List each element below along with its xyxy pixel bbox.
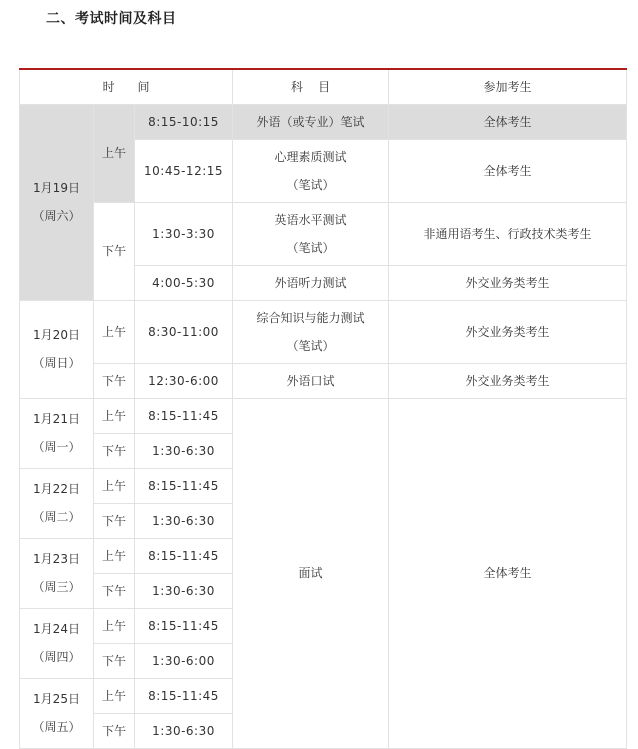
candidates-cell: 外交业务类考生 bbox=[389, 265, 627, 300]
period-am: 上午 bbox=[94, 538, 135, 573]
weekday-label: （周日） bbox=[32, 356, 81, 370]
period-pm: 下午 bbox=[94, 433, 135, 468]
table-row bbox=[20, 300, 627, 363]
candidates-cell: 非通用语考生、行政技术类考生 bbox=[389, 202, 627, 265]
candidates-cell: 全体考生 bbox=[389, 104, 627, 139]
period-am: 上午 bbox=[94, 398, 135, 433]
period-pm: 下午 bbox=[94, 202, 135, 300]
table-row bbox=[20, 398, 627, 433]
period-am: 上午 bbox=[94, 468, 135, 503]
subject-cell: 外语（或专业）笔试 bbox=[233, 104, 389, 139]
period-pm: 下午 bbox=[94, 713, 135, 748]
period-am: 上午 bbox=[94, 104, 135, 202]
interview-candidates-cell: 全体考生 bbox=[389, 398, 627, 748]
exam-schedule-table bbox=[19, 68, 627, 749]
date-label: 1月19日 bbox=[33, 181, 80, 195]
date-label: 1月22日 bbox=[33, 482, 80, 496]
period-pm: 下午 bbox=[94, 643, 135, 678]
period-am: 上午 bbox=[94, 300, 135, 363]
table-row bbox=[20, 202, 627, 265]
time-cell: 1:30-6:30 bbox=[135, 573, 233, 608]
time-cell: 8:15-10:15 bbox=[135, 104, 233, 139]
subject-cell: 外语听力测试 bbox=[233, 265, 389, 300]
time-cell: 12:30-6:00 bbox=[135, 363, 233, 398]
subject-cell: 外语口试 bbox=[233, 363, 389, 398]
date-label: 1月24日 bbox=[33, 622, 80, 636]
header-time: 时 间 bbox=[20, 69, 233, 104]
subject-cell bbox=[233, 300, 389, 363]
time-cell: 1:30-6:30 bbox=[135, 433, 233, 468]
time-cell: 4:00-5:30 bbox=[135, 265, 233, 300]
date-cell bbox=[20, 398, 94, 468]
weekday-label: （周一） bbox=[32, 440, 81, 454]
subject-label: 心理素质测试 bbox=[274, 149, 347, 164]
table-row bbox=[20, 104, 627, 139]
time-cell: 8:15-11:45 bbox=[135, 468, 233, 503]
time-cell: 8:15-11:45 bbox=[135, 678, 233, 713]
weekday-label: （周二） bbox=[32, 510, 81, 524]
weekday-label: （周四） bbox=[32, 650, 81, 664]
time-cell: 1:30-6:30 bbox=[135, 503, 233, 538]
subject-label: 英语水平测试 bbox=[274, 212, 347, 227]
date-cell bbox=[20, 678, 94, 748]
weekday-label: （周三） bbox=[32, 580, 81, 594]
time-cell: 1:30-6:00 bbox=[135, 643, 233, 678]
date-label: 1月25日 bbox=[33, 692, 80, 706]
time-cell: 1:30-3:30 bbox=[135, 202, 233, 265]
date-label: 1月20日 bbox=[33, 328, 80, 342]
date-cell bbox=[20, 300, 94, 398]
time-cell: 8:15-11:45 bbox=[135, 538, 233, 573]
interview-subject-cell: 面试 bbox=[233, 398, 389, 748]
header-row bbox=[20, 69, 627, 104]
subject-note: （笔试） bbox=[286, 177, 335, 192]
date-cell bbox=[20, 608, 94, 678]
date-cell bbox=[20, 104, 94, 300]
period-pm: 下午 bbox=[94, 573, 135, 608]
time-cell: 1:30-6:30 bbox=[135, 713, 233, 748]
subject-note: （笔试） bbox=[286, 338, 335, 353]
period-pm: 下午 bbox=[94, 363, 135, 398]
date-label: 1月23日 bbox=[33, 552, 80, 566]
subject-note: （笔试） bbox=[286, 240, 335, 255]
subject-label: 综合知识与能力测试 bbox=[256, 310, 365, 325]
section-heading: 二、考试时间及科目 bbox=[46, 11, 177, 27]
header-candidates: 参加考生 bbox=[389, 69, 627, 104]
weekday-label: （周五） bbox=[32, 720, 81, 734]
period-am: 上午 bbox=[94, 678, 135, 713]
weekday-label: （周六） bbox=[32, 209, 81, 223]
date-cell bbox=[20, 538, 94, 608]
table-row bbox=[20, 363, 627, 398]
candidates-cell: 全体考生 bbox=[389, 139, 627, 202]
header-subject: 科 目 bbox=[233, 69, 389, 104]
date-label: 1月21日 bbox=[33, 412, 80, 426]
subject-cell bbox=[233, 202, 389, 265]
period-pm: 下午 bbox=[94, 503, 135, 538]
time-cell: 8:15-11:45 bbox=[135, 398, 233, 433]
candidates-cell: 外交业务类考生 bbox=[389, 363, 627, 398]
time-cell: 8:15-11:45 bbox=[135, 608, 233, 643]
period-am: 上午 bbox=[94, 608, 135, 643]
date-cell bbox=[20, 468, 94, 538]
candidates-cell: 外交业务类考生 bbox=[389, 300, 627, 363]
time-cell: 8:30-11:00 bbox=[135, 300, 233, 363]
subject-cell bbox=[233, 139, 389, 202]
time-cell: 10:45-12:15 bbox=[135, 139, 233, 202]
